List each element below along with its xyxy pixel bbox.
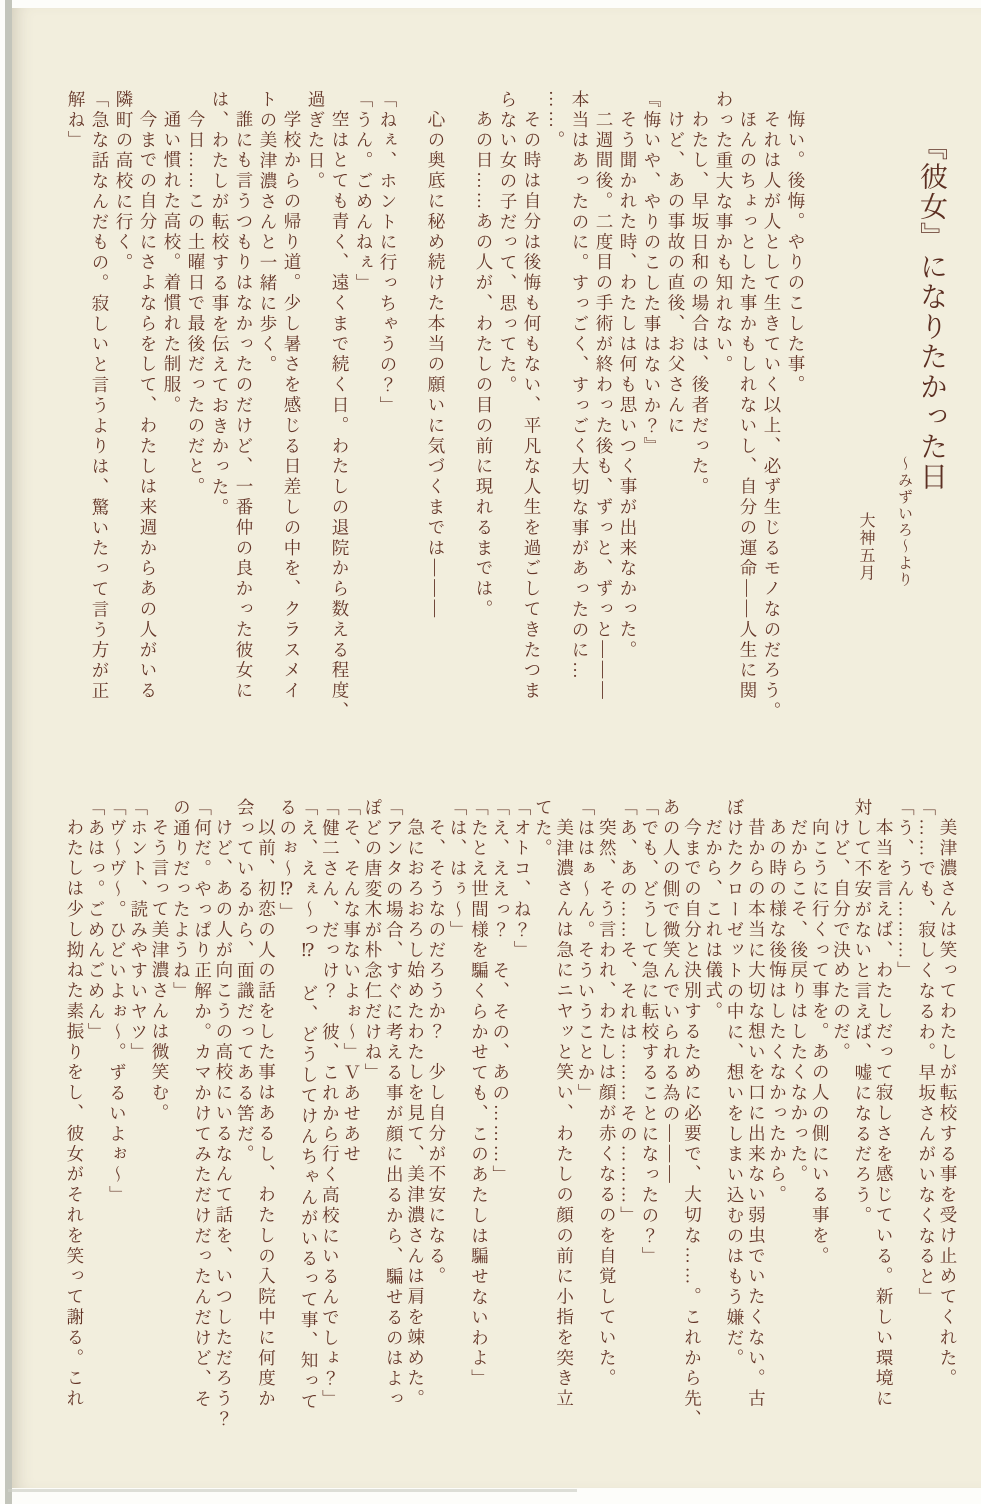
text-line: 今までの自分にさよならをして、わたしは来週からあの人がいる [138, 110, 158, 702]
text-line: 「何だ。やっぱり正解か。カマかけてみただけだったんだけど、そ [192, 798, 213, 1410]
text-line: 「オトコ、ね？」 [512, 798, 533, 962]
text-line: 「ははぁ～ん。そういうことか」 [575, 798, 596, 1104]
text-line: わたし、早坂日和の場合は、後者だった。 [690, 110, 710, 498]
text-line: 悔い。後悔。やりのこした事。 [786, 110, 806, 396]
text-line: ぼけたクローゼットの中に、想いをしまい込むのはもう嫌だ。 [725, 798, 746, 1370]
text-line: 「う、うん………」 [895, 798, 916, 982]
text-line: 学校からの帰り道。少し暑さを感じる日差しの中を、クラスメイ [282, 110, 302, 702]
text-line: 美津濃さんは笑ってわたしが転校する事を受け止めてくれた。 [938, 818, 958, 1390]
text-line [448, 90, 472, 734]
text-line: そ、そうなのだろうか？ 少し自分が不安になる。 [426, 818, 447, 1288]
text-line: 誰にも言うつもりはなかったのだけど、一番仲の良かった彼女に [234, 110, 254, 702]
text-line [400, 90, 424, 734]
text-line: 心の奥底に秘め続けた本当の願いに気づくまでは――― [426, 110, 446, 621]
text-line: 「あはっ。ごめんごめん」 [86, 798, 107, 1043]
text-line: けど、自分で決めたのだ。 [831, 818, 852, 1064]
text-line: 突然、そう言われ、わたしは顔が赤くなるのを自覚していた。 [597, 818, 618, 1390]
scan-bottom-edge [8, 1489, 577, 1492]
text-line: ほんのちょっとした事かもしれないし、自分の運命――人生に関 [738, 110, 758, 702]
page-subtitle: ～みずいろ～より [896, 456, 912, 588]
text-line: 「急な話なんだもの。寂しいと言うよりは、驚いたって言う方が正 [90, 90, 110, 702]
text-line: だからこそ、後戻りはしたくなかった。 [788, 818, 809, 1186]
text-line: ぽどの唐変木が朴念仁だけね」 [362, 798, 383, 1084]
text-line: 二週間後。二度目の手術が終わった後も、ずっと、ずっと――― [594, 110, 614, 702]
text-line: それは人が人として生きていく以上、必ず生じるモノなのだろう。 [762, 110, 782, 723]
text-line: 「アンタの場合、すぐに考える事が顔に出るから、騙せるのはよっ [384, 798, 405, 1410]
text-line: そう言って美津濃さんは微笑む。 [150, 818, 171, 1125]
text-line: らない女の子だって、思ってた。 [498, 90, 518, 396]
text-line: 向こうに行くって事を。あの人の側にいる事を。 [810, 818, 831, 1268]
text-line: けど、あの事故の直後、お父さんに [666, 110, 686, 437]
text-line: そう聞かれた時、わたしは何も思いつく事が出来なかった。 [618, 110, 638, 662]
text-line: るのぉ～⁉」 [277, 798, 298, 923]
text-line: ……。 [546, 90, 566, 152]
text-line: 「ヴ～ヴ～。ひどいよぉ～。ずるいよぉ～」 [107, 798, 128, 1206]
story-text-bottom [64, 798, 958, 1442]
text-line: 「え、えぇ～っ⁉ ど、どうしてけんちゃんがいるって事、知って [299, 798, 320, 1413]
text-line: 通い慣れた高校。着慣れた制服。 [162, 110, 182, 417]
text-line: あの日……あの人が、わたしの目の前に現れるまでは。 [474, 110, 494, 621]
text-line: 「うん。ごめんねぇ」 [354, 90, 374, 294]
text-line: 本当はあったのに。すっごく、すっごく大切な事があったのに… [570, 90, 590, 682]
text-line: 解ね」 [66, 90, 86, 152]
text-line: 「健二さん、だっけ？ 彼、これから行く高校にいるんでしょ？」 [320, 798, 341, 1410]
text-line: トの美津濃さんと一緒に歩く。 [258, 90, 278, 376]
text-line: あの時の様な後悔はしたくなかったから。 [767, 818, 788, 1206]
text-line: の通りだったようね」 [171, 798, 192, 1002]
author-name: 大神五月 [857, 512, 874, 582]
scan-spine-edge [5, 0, 12, 1504]
text-line: あの人の側で微笑んでいられる為の――― [661, 798, 682, 1186]
text-line: 美津濃さんは急にニヤッと笑い、わたしの顔の前に小指を突き立 [554, 818, 575, 1410]
text-line: けど、あの人が向こうの高校にいるなんて話を、いつしただろう？ [213, 818, 234, 1431]
text-line: 「でも、どうして急に転校することになったの？」 [639, 798, 660, 1268]
story-text-top [64, 90, 808, 734]
text-line: 「ホント、読みやすいヤツ」 [128, 798, 149, 1064]
text-line: 「え、ええっ？ そ、その、あの………」 [490, 798, 511, 1186]
paper-page [12, 8, 981, 1488]
text-line: 「……でも、寂しくなるわ。早坂さんがいなくなると」 [916, 798, 937, 1308]
text-line: 「は、はぅ～」 [448, 798, 469, 941]
text-line: 「たとえ世間様を騙くらかせても、このあたしは騙せないわよ」 [469, 798, 490, 1390]
text-line: その時は自分は後悔も何もない、平凡な人生を過ごしてきたつま [522, 110, 542, 702]
text-line: 昔からの本当に大切な想いを口に出来ない弱虫でいたくない。古 [746, 818, 767, 1410]
text-line: だから、これは儀式。 [703, 818, 724, 1023]
text-line: 「ねぇ、ホントに行っちゃうの？」 [378, 90, 398, 417]
text-line: 今日……この土曜日で最後だったのだと。 [186, 110, 206, 498]
text-line: 「あ、あの……そ、それは………その………」 [618, 798, 639, 1227]
text-line: 今までの自分と決別するために必要で、大切な……。これから先、 [682, 818, 703, 1431]
text-line: 「そ、そんな事ないよぉ～」Ｖあせあせ [341, 798, 362, 1166]
text-line: は、わたしが転校する事を伝えておきかった。 [210, 90, 230, 519]
text-line: 過ぎた日。 [306, 90, 326, 192]
text-line: 隣町の高校に行く。 [114, 90, 134, 274]
text-line: 以前、初恋の人の話をした事はあるし、わたしの入院中に何度か [256, 818, 277, 1410]
page-title: 『彼女』になりたかった日 [916, 132, 947, 492]
text-line: 空はとても青く、遠くまで続く日。わたしの退院から数える程度、 [330, 110, 350, 723]
text-line: 本当を言えば、わたしだって寂しさを感じている。新しい環境に [874, 818, 895, 1410]
text-line: てた。 [533, 798, 554, 860]
text-line: わたしは少し拗ねた素振りをし、彼女がそれを笑って謝る。これ [64, 818, 85, 1410]
text-line: 会っているから、面識だってある筈だ。 [235, 798, 256, 1166]
text-line: 急におろおろし始めたわたしを見て、美津濃さんは肩を竦めた。 [405, 818, 426, 1410]
text-line: わった重大な事かも知れない。 [714, 90, 734, 376]
text-line: 『悔いや、やりのこした事はないか？』 [642, 90, 662, 458]
text-line: 対して不安がないと言えば、嘘になるだろう。 [852, 798, 873, 1227]
